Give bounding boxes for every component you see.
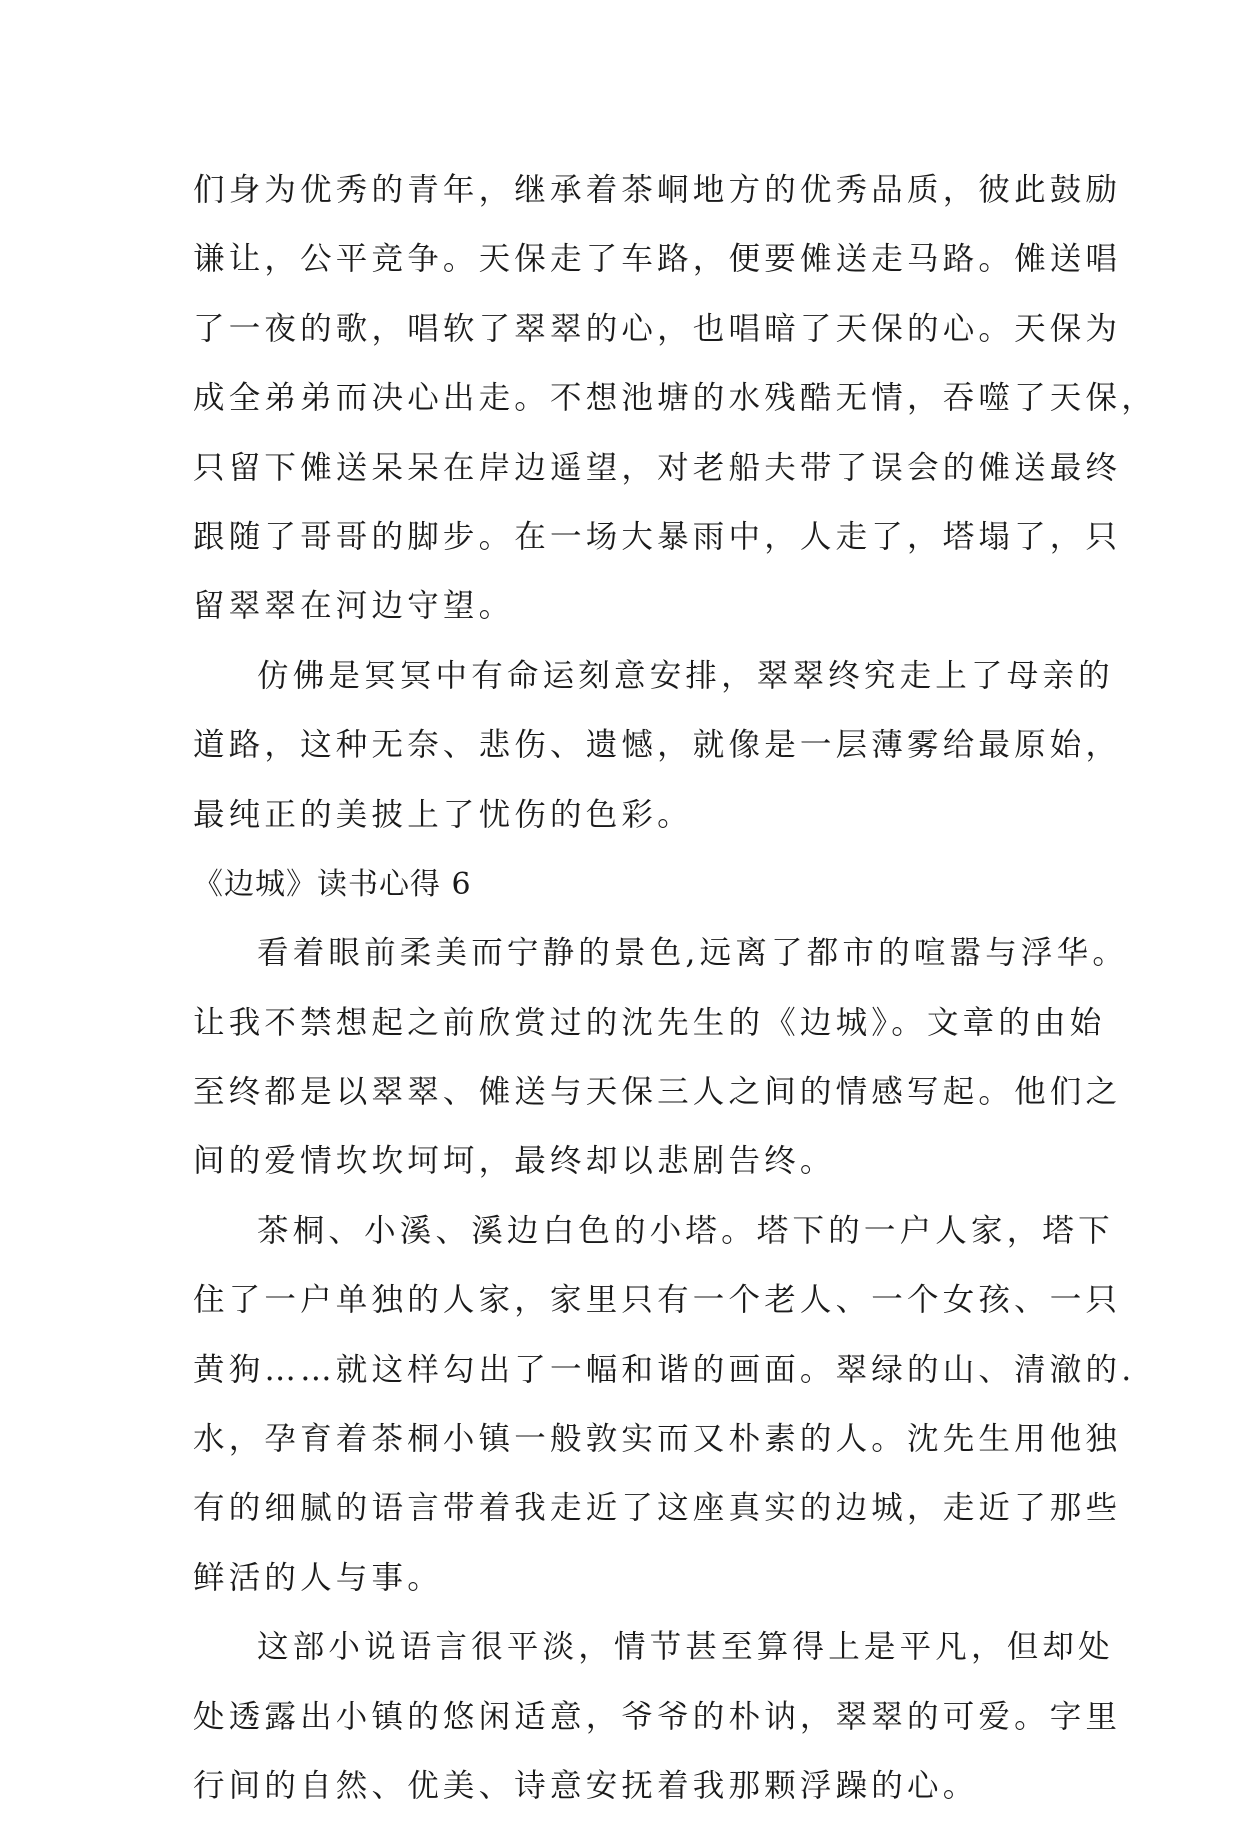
text-line: 成全弟弟而决心出走。不想池塘的水残酷无情，吞噬了天保， [193,380,1157,417]
paragraph-first-line: 这部小说语言很平淡，情节甚至算得上是平凡，但却处 [257,1629,1114,1666]
text-line: 黄狗……就这样勾出了一幅和谐的画面。翠绿的山、清澈的. [193,1351,1136,1388]
document-body [193,156,1157,1821]
paragraph-first-line: 茶桐、小溪、溪边白色的小塔。塔下的一户人家，塔下 [257,1212,1114,1249]
text-line: 最纯正的美披上了忧伤的色彩。 [193,796,693,833]
text-line: 水，孕育着茶桐小镇一般敦实而又朴素的人。沈先生用他独 [193,1421,1122,1458]
text-line: 住了一户单独的人家，家里只有一个老人、一个女孩、一只 [193,1282,1122,1319]
paragraph-first-line: 仿佛是冥冥中有命运刻意安排，翠翠终究走上了母亲的 [257,657,1114,694]
section-heading: 《边城》读书心得 6 [193,866,472,902]
text-line: 谦让，公平竞争。天保走了车路，便要傩送走马路。傩送唱 [193,241,1122,278]
text-line: 跟随了哥哥的脚步。在一场大暴雨中，人走了，塔塌了，只 [193,518,1122,555]
text-line: 鲜活的人与事。 [193,1559,443,1596]
text-line: 了一夜的歌，唱软了翠翠的心，也唱暗了天保的心。天保为 [193,310,1122,347]
text-line: 们身为优秀的青年，继承着茶峒地方的优秀品质，彼此鼓励 [193,172,1122,208]
text-line: 只留下傩送呆呆在岸边遥望，对老船夫带了误会的傩送最终 [193,449,1122,486]
paragraph-first-line: 看着眼前柔美而宁静的景色,远离了都市的喧嚣与浮华。 [257,935,1129,972]
text-line: 有的细腻的语言带着我走近了这座真实的边城，走近了那些 [193,1490,1122,1527]
text-line: 让我不禁想起之前欣赏过的沈先生的《边城》。文章的由始 [193,1004,1106,1041]
text-line: 道路，这种无奈、悲伤、遗憾，就像是一层薄雾给最原始， [193,727,1122,764]
text-line: 处透露出小镇的悠闲适意，爷爷的朴讷，翠翠的可爱。字里 [193,1698,1122,1735]
text-line: 间的爱情坎坎坷坷，最终却以悲剧告终。 [193,1143,836,1180]
text-line: 留翠翠在河边守望。 [193,588,515,625]
text-line: 至终都是以翠翠、傩送与天保三人之间的情感写起。他们之 [193,1074,1122,1111]
text-line: 行间的自然、优美、诗意安抚着我那颗浮躁的心。 [193,1767,979,1804]
